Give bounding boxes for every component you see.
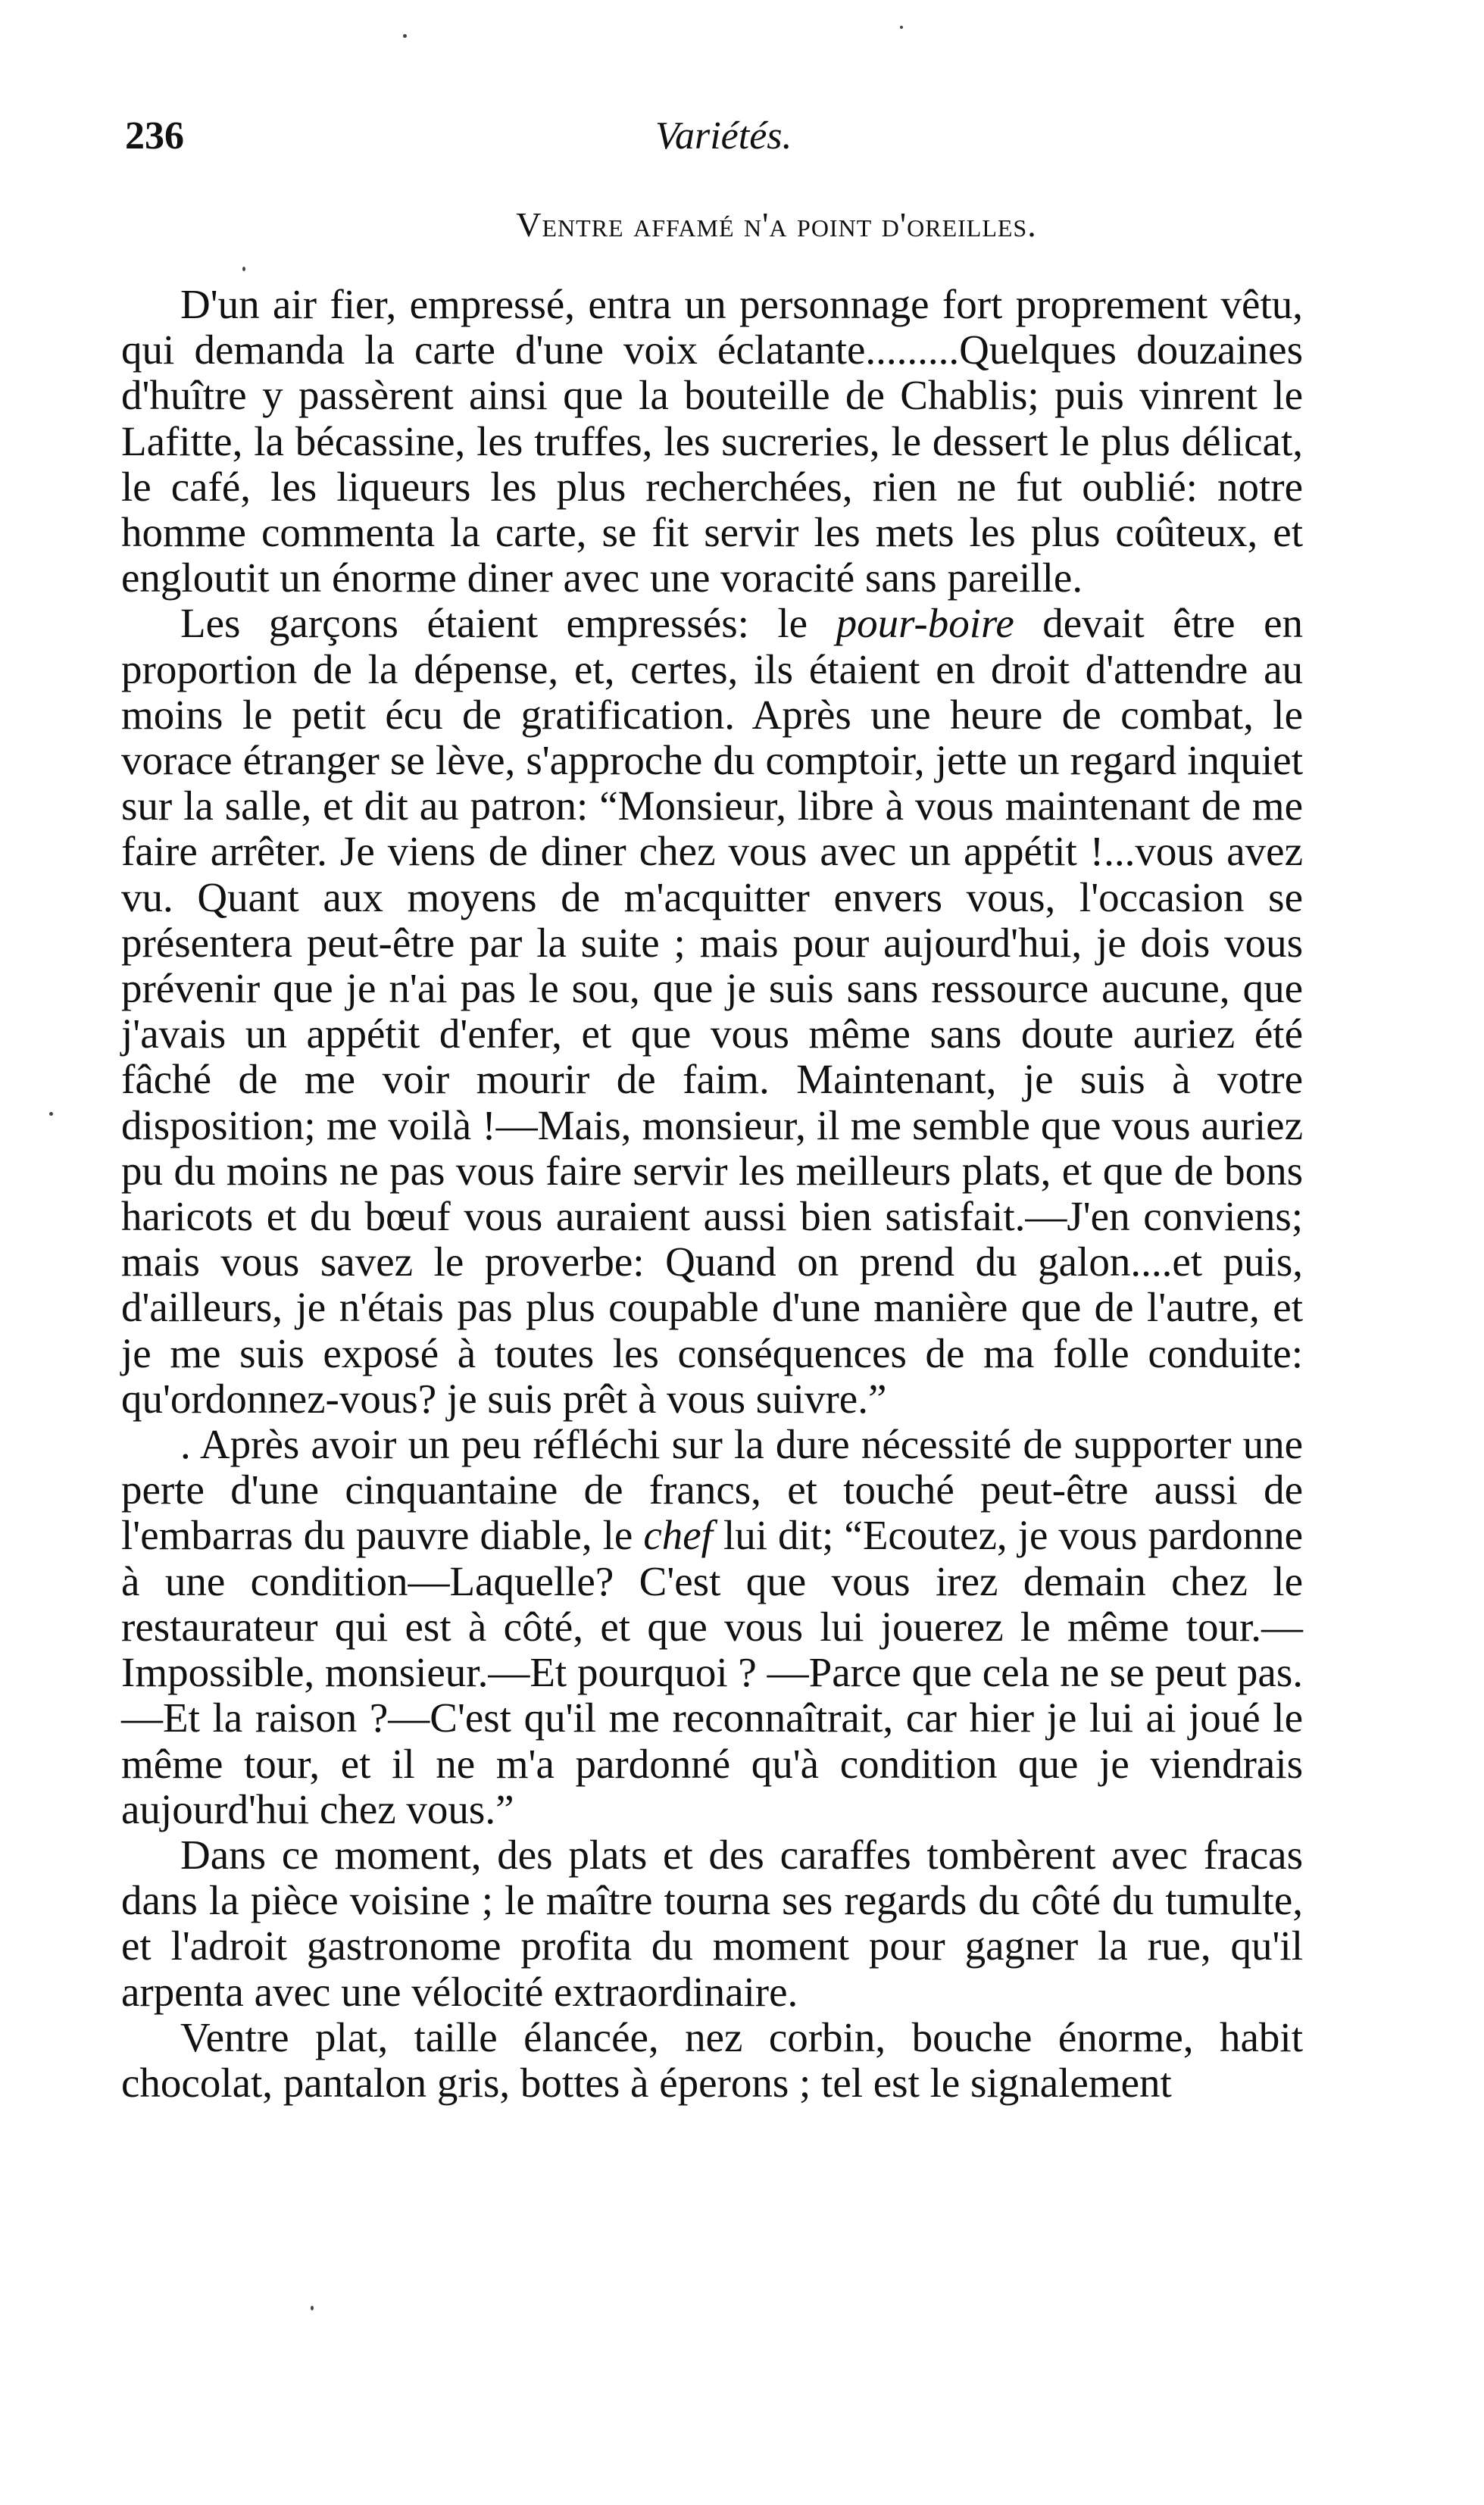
scan-speck	[900, 26, 903, 29]
paragraph	[121, 601, 1303, 1422]
article-title	[125, 205, 1428, 245]
paragraph-text: D'un air fier, empressé, entra un personnage fort proprement vêtu, qui demanda la carte d'une voix éclatante.........Quelques douzaines d'huître y passèrent ainsi que la bouteille de Chablis; puis vinrent le Lafitte, la bécassine, les truffes, les sucreries, le dessert le plus délicat, le café, les liqueurs les plus recherchées, rien ne fut oublié: notre homme commenta la carte, se fit servir les mets les plus coûteux, et engloutit un énorme diner avec une voracité sans pareille.	[121, 281, 1303, 601]
italic-term: chef	[643, 1512, 713, 1559]
scan-speck	[49, 1112, 53, 1116]
paragraph	[121, 282, 1303, 601]
page-number: 236	[125, 114, 184, 158]
scan-speck	[242, 267, 245, 271]
article-body	[121, 282, 1303, 2106]
scan-speck	[403, 34, 407, 38]
scan-speck	[311, 2306, 314, 2310]
page-header	[125, 114, 1428, 174]
paragraph	[121, 1832, 1303, 2015]
paragraph	[121, 1422, 1303, 1832]
paragraph-text: . Après avoir un peu réfléchi sur la dure nécessité de supporter une perte d'une cinquantaine de francs, et touché peut-être aussi de l'embarras du pauvre diable, le	[121, 1421, 1303, 1559]
paragraph-text: Ventre plat, taille élancée, nez corbin, bouche énorme, habit chocolat, pantalon gris, bottes à éperons ; tel est le signalement	[121, 2013, 1303, 2106]
article-title-text: Ventre affamé n'a point d'oreilles.	[516, 205, 1037, 244]
italic-term: pour-boire	[836, 600, 1014, 647]
paragraph-text: Dans ce moment, des plats et des caraffes tombèrent avec fracas dans la pièce voisine ; le maître tourna ses regards du côté du tumulte, et l'adroit gastronome profita du moment pour gagner la rue, qu'il arpenta avec une vélocité extraordinaire.	[121, 1831, 1303, 2015]
paragraph	[121, 2015, 1303, 2106]
paragraph-text: lui dit; “Ecoutez, je vous pardonne à une condition—Laquelle? C'est que vous irez demain chez le restaurateur qui est à côté, et que vous lui jouerez le même tour.—Impossible, monsieur.—Et pourquoi ? —Parce que cela ne se peut pas.—Et la raison ?—C'est qu'il me reconnaîtrait, car hier je lui ai joué le même tour, et il ne m'a pardonné qu'à condition que je viendrais aujourd'hui chez vous.”	[121, 1512, 1303, 1832]
paragraph-text: Les garçons étaient empressés: le	[180, 600, 836, 647]
running-head: Variétés.	[655, 114, 792, 158]
paragraph-text: devait être en proportion de la dépense, et, certes, ils étaient en droit d'attendre au moins le petit écu de gratification. Après une heure de combat, le vorace étranger se lève, s'approche du comptoir, jette un regard inquiet sur la salle, et dit au patron: “Monsieur, libre à vous maintenant de me faire arrêter. Je viens de diner chez vous avec un appétit !...vous avez vu. Quant aux moyens de m'acquitter envers vous, l'occasion se présentera peut-être par la suite ; mais pour aujourd'hui, je dois vous prévenir que je n'ai pas le sou, que je suis sans ressource aucune, que j'avais un appétit d'enfer, et que vous même sans doute auriez été fâché de me voir mourir de faim. Maintenant, je suis à votre disposition; me voilà !—Mais, monsieur, il me semble que vous auriez pu du moins ne pas vous faire servir les meilleurs plats, et que de bons haricots et du bœuf vous auraient aussi bien satisfait.—J'en conviens; mais vous savez le proverbe: Quand on prend du galon....et puis, d'ailleurs, je n'étais pas plus coupable d'une manière que de l'autre, et je me suis exposé à toutes les conséquences de ma folle conduite: qu'ordonnez-vous? je suis prêt à vous suivre.”	[121, 600, 1303, 1422]
